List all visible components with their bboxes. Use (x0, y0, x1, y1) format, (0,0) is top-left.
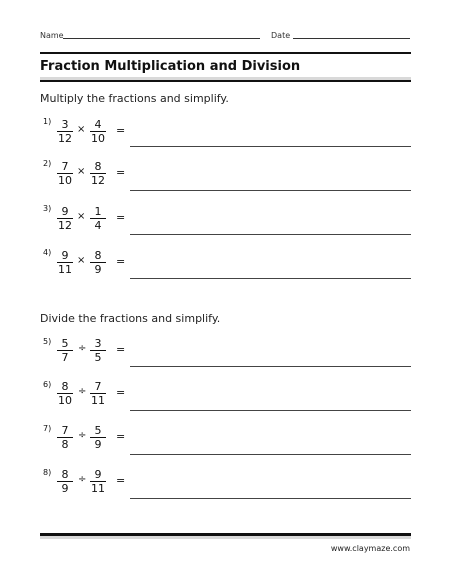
numerator: 8 (90, 160, 106, 174)
denominator: 4 (94, 219, 102, 232)
denominator: 11 (91, 394, 105, 407)
denominator: 5 (94, 351, 102, 364)
numerator: 3 (90, 337, 106, 351)
numerator: 9 (57, 205, 73, 219)
name-label: Name (40, 31, 64, 40)
fraction (90, 118, 106, 145)
fraction (57, 468, 73, 495)
numerator: 5 (90, 424, 106, 438)
denominator: 11 (58, 263, 72, 276)
equals-sign: = (116, 386, 126, 399)
fraction (57, 337, 73, 364)
fraction (90, 424, 106, 451)
fraction (90, 468, 106, 495)
answer-line[interactable] (130, 234, 411, 235)
name-field[interactable] (63, 38, 260, 39)
numerator: 8 (57, 380, 73, 394)
page-title: Fraction Multiplication and Division (40, 59, 301, 74)
multiply-sign: × (77, 166, 86, 177)
numerator: 1 (90, 205, 106, 219)
answer-line[interactable] (130, 366, 411, 367)
equals-sign: = (116, 255, 126, 268)
numerator: 7 (57, 160, 73, 174)
equals-sign: = (116, 474, 126, 487)
fraction (57, 380, 73, 407)
equals-sign: = (116, 211, 126, 224)
divide-sign: ÷ (78, 386, 87, 397)
denominator: 9 (94, 263, 102, 276)
problem-number: 6) (43, 380, 52, 389)
numerator: 8 (57, 468, 73, 482)
problem-number: 7) (43, 424, 52, 433)
denominator: 12 (91, 174, 105, 187)
denominator: 10 (91, 132, 105, 145)
equals-sign: = (116, 166, 126, 179)
answer-line[interactable] (130, 498, 411, 499)
numerator: 7 (90, 380, 106, 394)
problem-number: 4) (43, 248, 52, 257)
date-label: Date (271, 31, 291, 40)
title-bottom-rule (40, 80, 411, 82)
denominator: 10 (58, 174, 72, 187)
denominator: 9 (94, 438, 102, 451)
fraction (57, 118, 73, 145)
denominator: 7 (61, 351, 69, 364)
fraction (57, 160, 73, 187)
numerator: 5 (57, 337, 73, 351)
answer-line[interactable] (130, 454, 411, 455)
denominator: 11 (91, 482, 105, 495)
multiply-sign: × (77, 255, 86, 266)
title-top-rule (40, 52, 411, 54)
fraction (57, 205, 73, 232)
denominator: 9 (61, 482, 69, 495)
fraction (90, 160, 106, 187)
fraction (90, 380, 106, 407)
fraction (57, 424, 73, 451)
numerator: 3 (57, 118, 73, 132)
numerator: 4 (90, 118, 106, 132)
denominator: 10 (58, 394, 72, 407)
denominator: 12 (58, 219, 72, 232)
fraction (90, 337, 106, 364)
answer-line[interactable] (130, 190, 411, 191)
denominator: 8 (61, 438, 69, 451)
denominator: 12 (58, 132, 72, 145)
numerator: 9 (90, 468, 106, 482)
problem-number: 8) (43, 468, 52, 477)
multiply-sign: × (77, 211, 86, 222)
instruction-multiply: Multiply the fractions and simplify. (40, 92, 229, 105)
equals-sign: = (116, 343, 126, 356)
fraction (57, 249, 73, 276)
numerator: 8 (90, 249, 106, 263)
divide-sign: ÷ (78, 343, 87, 354)
equals-sign: = (116, 124, 126, 137)
divide-sign: ÷ (78, 474, 87, 485)
divide-sign: ÷ (78, 430, 87, 441)
multiply-sign: × (77, 124, 86, 135)
footer-url: www.claymaze.com (330, 544, 410, 553)
problem-number: 2) (43, 159, 52, 168)
equals-sign: = (116, 430, 126, 443)
numerator: 7 (57, 424, 73, 438)
problem-number: 3) (43, 204, 52, 213)
date-field[interactable] (293, 38, 410, 39)
fraction (90, 205, 106, 232)
answer-line[interactable] (130, 278, 411, 279)
answer-line[interactable] (130, 146, 411, 147)
answer-line[interactable] (130, 410, 411, 411)
numerator: 9 (57, 249, 73, 263)
problem-number: 5) (43, 337, 52, 346)
fraction (90, 249, 106, 276)
problem-number: 1) (43, 117, 52, 126)
instruction-divide: Divide the fractions and simplify. (40, 312, 221, 325)
footer-band (40, 536, 411, 539)
